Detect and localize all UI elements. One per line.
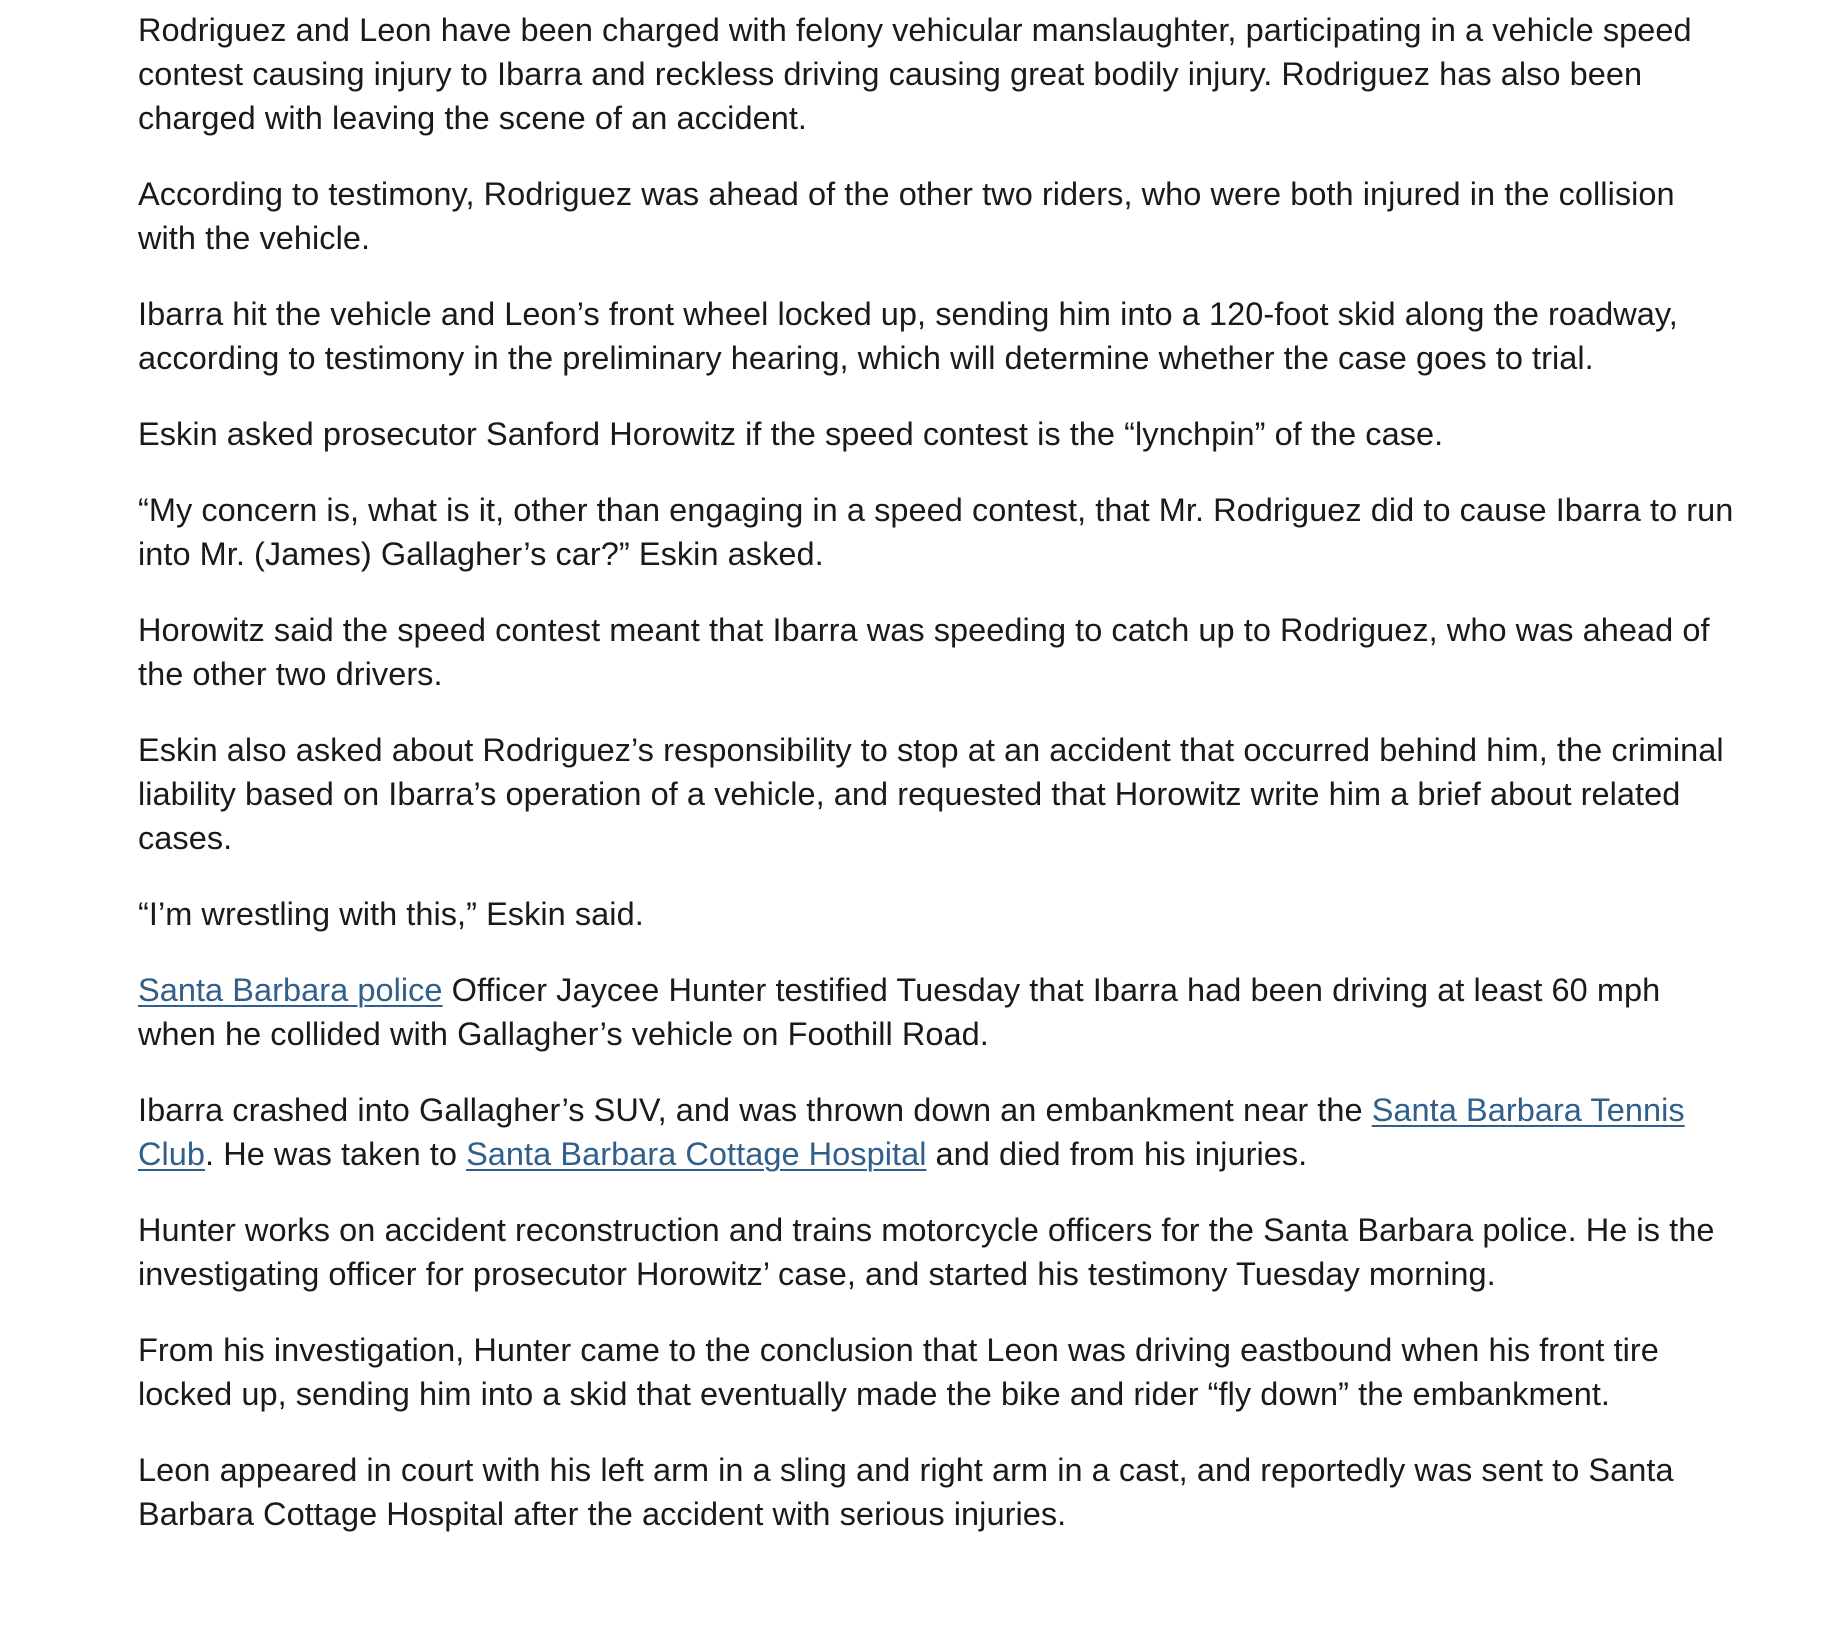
- paragraph-eskin-questions: Eskin also asked about Rodriguez’s responsibility to stop at an accident that occurred behind him, the criminal liability based on Ibarra’s operation of a vehicle, and requested that Horowitz write him a brief about related cases.: [138, 732, 1724, 856]
- crash-details-text-b: . He was taken to: [205, 1136, 467, 1172]
- paragraph-horowitz-response: Horowitz said the speed contest meant that Ibarra was speeding to catch up to Rodriguez, who was ahead of the other two drivers.: [138, 612, 1710, 692]
- paragraph-lynchpin-question: Eskin asked prosecutor Sanford Horowitz if the speed contest is the “lynchpin” of the case.: [138, 416, 1444, 452]
- paragraph-crash-details: [138, 1088, 1738, 1176]
- paragraph-hunter-role: Hunter works on accident reconstruction and trains motorcycle officers for the Santa Barbara police. He is the investigating officer for prosecutor Horowitz’ case, and started his testimony Tuesday morning.: [138, 1212, 1715, 1292]
- article-body: [138, 8, 1738, 1536]
- paragraph-leon-injuries: Leon appeared in court with his left arm in a sling and right arm in a cast, and reportedly was sent to Santa Barbara Cottage Hospital after the accident with serious injuries.: [138, 1452, 1674, 1532]
- paragraph-eskin-concern: “My concern is, what is it, other than engaging in a speed contest, that Mr. Rodriguez did to cause Ibarra to run into Mr. (James) Gallagher’s car?” Eskin asked.: [138, 492, 1734, 572]
- link-santa-barbara-police[interactable]: Santa Barbara police: [138, 972, 443, 1008]
- paragraph-wrestling-quote: “I’m wrestling with this,” Eskin said.: [138, 896, 644, 932]
- paragraph-charges: Rodriguez and Leon have been charged with felony vehicular manslaughter, participating in a vehicle speed contest causing injury to Ibarra and reckless driving causing great bodily injury. Rodriguez has also been charged with leaving the scene of an accident.: [138, 12, 1692, 136]
- crash-details-text-c: and died from his injuries.: [926, 1136, 1308, 1172]
- paragraph-testimony-position: According to testimony, Rodriguez was ahead of the other two riders, who were both injured in the collision with the vehicle.: [138, 176, 1675, 256]
- link-santa-barbara-tennis-club[interactable]: Santa Barbara Tennis Club: [138, 1092, 1685, 1172]
- link-santa-barbara-cottage-hospital[interactable]: Santa Barbara Cottage Hospital: [466, 1136, 927, 1172]
- paragraph-investigation-conclusion: From his investigation, Hunter came to the conclusion that Leon was driving eastbound when his front tire locked up, sending him into a skid that eventually made the bike and rider “fly down” the embankment.: [138, 1332, 1659, 1412]
- officer-testimony-text: Officer Jaycee Hunter testified Tuesday that Ibarra had been driving at least 60 mph when he collided with Gallagher’s vehicle on Foothill Road.: [138, 972, 1661, 1052]
- paragraph-officer-testimony: [138, 968, 1738, 1056]
- paragraph-skid: Ibarra hit the vehicle and Leon’s front wheel locked up, sending him into a 120-foot skid along the roadway, according to testimony in the preliminary hearing, which will determine whether the case goes to trial.: [138, 296, 1678, 376]
- crash-details-text-a: Ibarra crashed into Gallagher’s SUV, and was thrown down an embankment near the: [138, 1092, 1372, 1128]
